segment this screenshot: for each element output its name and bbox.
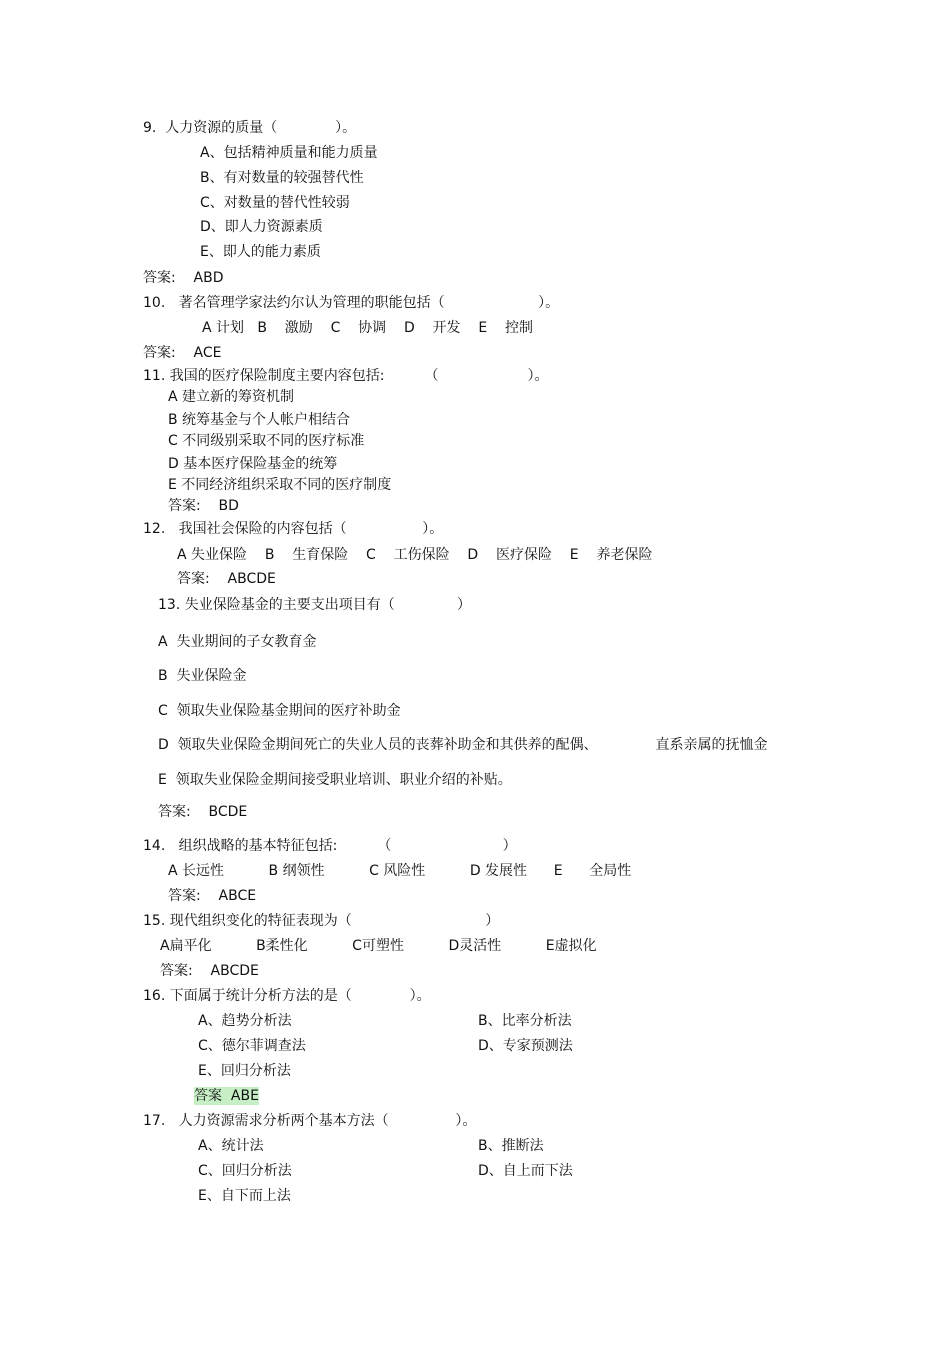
question-16-option-a: A、趋势分析法 xyxy=(198,1013,292,1029)
question-14-answer: 答案: ABCE xyxy=(168,888,257,904)
question-12-stem: 12. 我国社会保险的内容包括（ ）。 xyxy=(143,521,444,537)
question-10-answer: 答案: ACE xyxy=(143,345,222,361)
question-11-option-a: A 建立新的筹资机制 xyxy=(168,389,295,405)
question-17-option-e: E、自下而上法 xyxy=(198,1188,291,1204)
question-16-option-b: B、比率分析法 xyxy=(478,1013,572,1029)
question-15-answer: 答案: ABCDE xyxy=(160,963,259,979)
question-9-option-d: D、即人力资源素质 xyxy=(200,219,323,235)
question-17-option-c: C、回归分析法 xyxy=(198,1163,292,1179)
question-13-answer: 答案: BCDE xyxy=(158,804,248,820)
question-16-option-c: C、德尔菲调查法 xyxy=(198,1038,306,1054)
question-15-stem: 15. 现代组织变化的特征表现为（ ） xyxy=(143,913,500,929)
question-11-option-d: D 基本医疗保险基金的统筹 xyxy=(168,456,338,472)
question-15-options: A扁平化 B柔性化 C可塑性 D灵活性 E虚拟化 xyxy=(160,938,597,954)
question-17-stem: 17. 人力资源需求分析两个基本方法（ ）。 xyxy=(143,1113,477,1129)
question-13-option-d: D 领取失业保险金期间死亡的失业人员的丧葬补助金和其供养的配偶、 直系亲属的抚恤金 xyxy=(158,737,768,753)
question-9-stem: 9. 人力资源的质量（ ）。 xyxy=(143,120,357,136)
question-11-option-e: E 不同经济组织采取不同的医疗制度 xyxy=(168,477,392,493)
question-9-option-c: C、对数量的替代性较弱 xyxy=(200,195,350,211)
question-13-option-c: C 领取失业保险基金期间的医疗补助金 xyxy=(158,703,401,719)
question-17-option-d: D、自上而下法 xyxy=(478,1163,573,1179)
question-14-stem: 14. 组织战略的基本特征包括: （ ） xyxy=(143,838,517,854)
question-10-stem: 10. 著名管理学家法约尔认为管理的职能包括（ ）。 xyxy=(143,295,560,311)
question-9-option-e: E、即人的能力素质 xyxy=(200,244,321,260)
question-11-option-c: C 不同级别采取不同的医疗标准 xyxy=(168,433,365,449)
question-16-stem: 16. 下面属于统计分析方法的是（ ）。 xyxy=(143,988,431,1004)
question-12-options: A 失业保险 B 生育保险 C 工伤保险 D 医疗保险 E 养老保险 xyxy=(177,547,653,563)
question-10-options: A 计划 B 激励 C 协调 D 开发 E 控制 xyxy=(202,320,533,336)
question-16-option-d: D、专家预测法 xyxy=(478,1038,573,1054)
question-17-option-b: B、推断法 xyxy=(478,1138,544,1154)
question-13-option-a: A 失业期间的子女教育金 xyxy=(158,634,317,650)
question-16-answer: 答案 ABE xyxy=(194,1088,259,1104)
question-13-option-e: E 领取失业保险金期间接受职业培训、职业介绍的补贴。 xyxy=(158,772,512,788)
question-9-option-a: A、包括精神质量和能力质量 xyxy=(200,145,378,161)
question-13-stem: 13. 失业保险基金的主要支出项目有（ ） xyxy=(158,597,472,613)
question-12-answer: 答案: ABCDE xyxy=(177,571,276,587)
question-11-option-b: B 统筹基金与个人帐户相结合 xyxy=(168,412,351,428)
question-14-options: A 长远性 B 纲领性 C 风险性 D 发展性 E 全局性 xyxy=(168,863,632,879)
question-11-stem: 11. 我国的医疗保险制度主要内容包括: （ ）。 xyxy=(143,368,549,384)
question-16-option-e: E、回归分析法 xyxy=(198,1063,291,1079)
question-17-option-a: A、统计法 xyxy=(198,1138,264,1154)
question-9-option-b: B、有对数量的较强替代性 xyxy=(200,170,364,186)
question-13-option-b: B 失业保险金 xyxy=(158,668,247,684)
question-9-answer: 答案: ABD xyxy=(143,270,224,286)
question-11-answer: 答案: BD xyxy=(168,498,239,514)
